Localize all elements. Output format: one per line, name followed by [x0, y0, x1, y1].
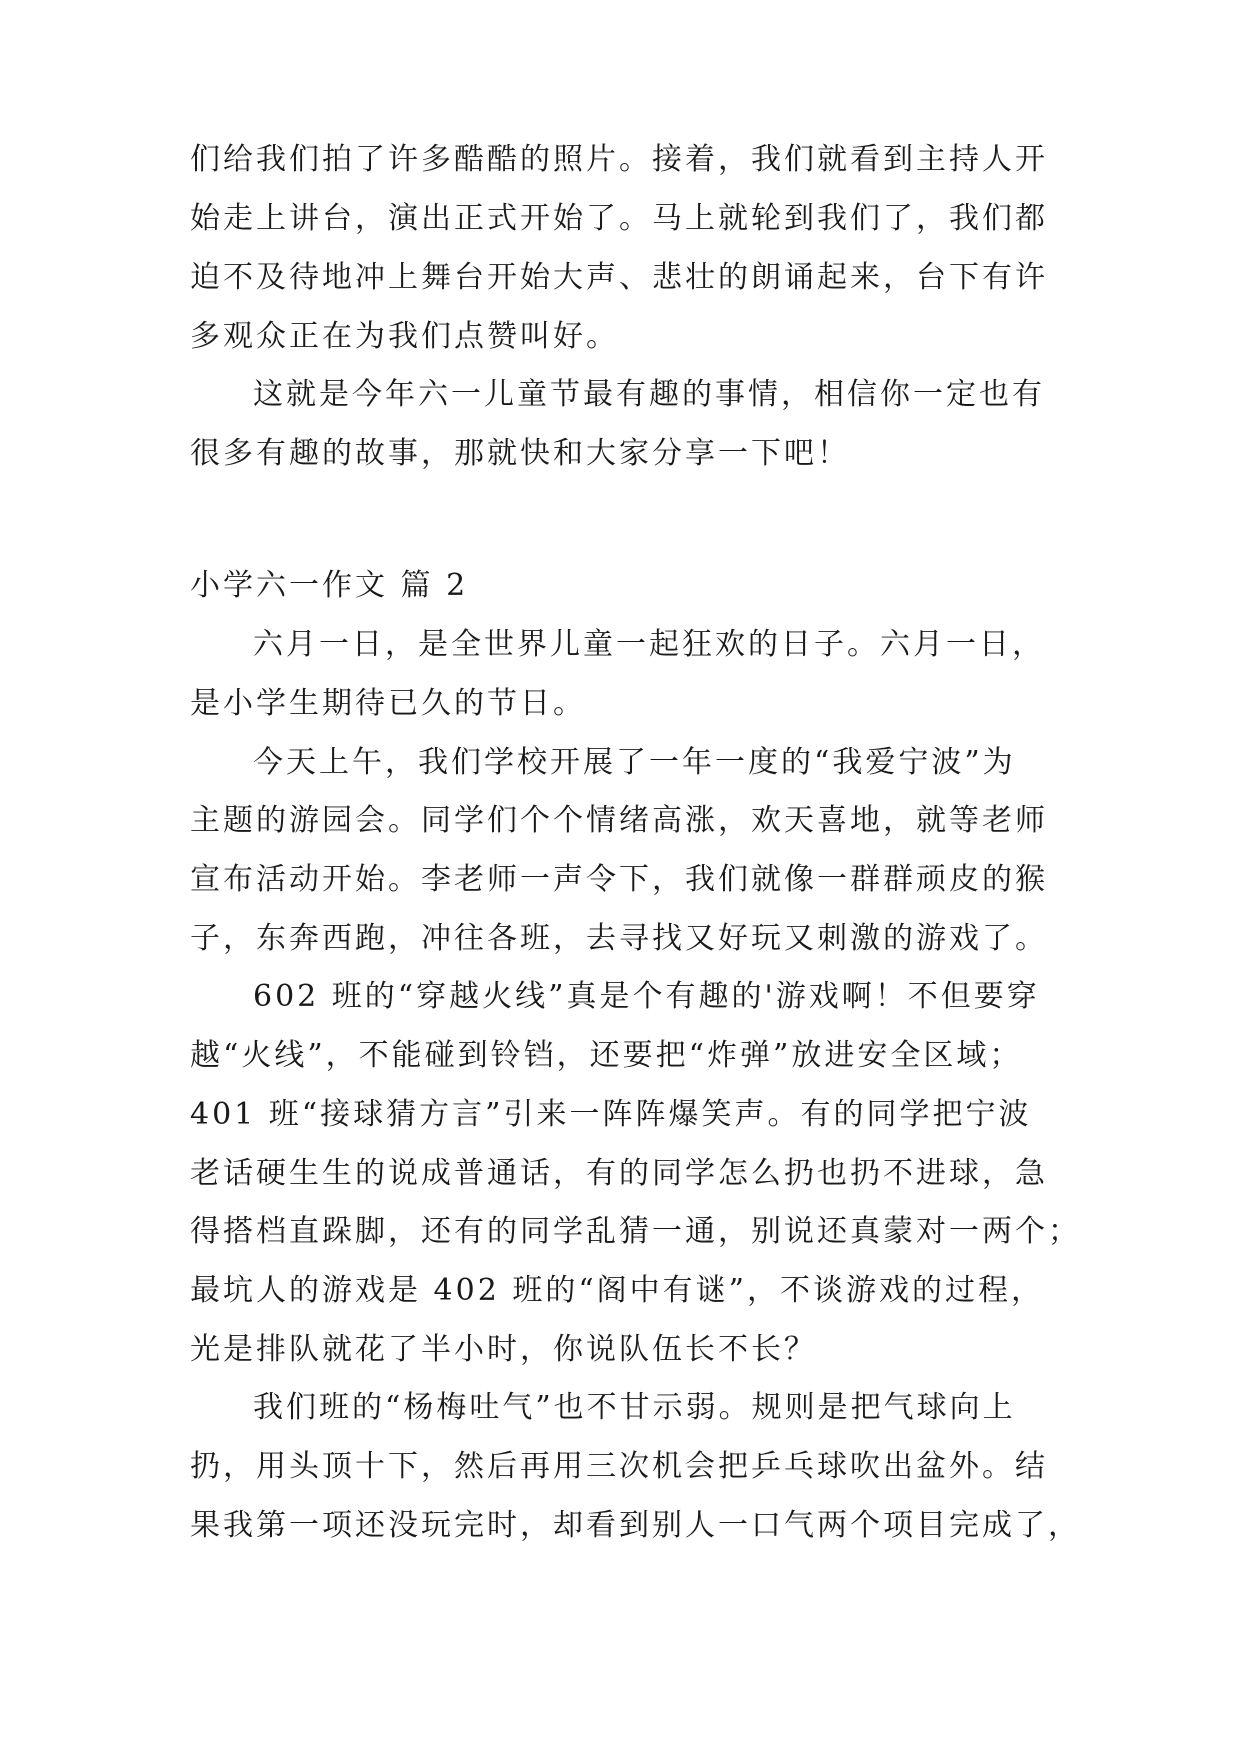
text-line: 得搭档直跺脚，还有的同学乱猜一通，别说还真蒙对一两个；	[190, 1214, 1081, 1249]
text-line: 越“火线”，不能碰到铃铛，还要把“炸弹”放进安全区域；	[190, 1038, 1023, 1073]
text-line: 宣布活动开始。李老师一声令下，我们就像一群群顽皮的猴	[190, 862, 1048, 897]
text-line: 扔，用头顶十下，然后再用三次机会把乒乓球吹出盆外。结	[190, 1449, 1048, 1484]
text-line: 主题的游园会。同学们个个情绪高涨，欢天喜地，就等老师	[190, 803, 1048, 838]
text-line: 最坑人的游戏是 402 班的“阁中有谜”，不谈游戏的过程，	[190, 1273, 1045, 1308]
text-line: 602 班的“穿越火线”真是个有趣的'游戏啊！不但要穿	[253, 979, 1040, 1014]
text-line: 401 班“接球猜方言”引来一阵阵爆笑声。有的同学把宁波	[190, 1097, 1032, 1132]
text-line: 始走上讲台，演出正式开始了。马上就轮到我们了，我们都	[190, 201, 1048, 236]
text-line: 们给我们拍了许多酷酷的照片。接着，我们就看到主持人开	[190, 142, 1048, 177]
text-line: 多观众正在为我们点赞叫好。	[190, 319, 619, 354]
text-line: 六月一日，是全世界儿童一起狂欢的日子。六月一日，	[253, 627, 1045, 662]
text-line: 这就是今年六一儿童节最有趣的事情，相信你一定也有	[253, 377, 1045, 412]
text-line: 是小学生期待已久的节日。	[190, 686, 586, 721]
text-line: 光是排队就花了半小时，你说队伍长不长？	[190, 1332, 817, 1367]
text-line: 我们班的“杨梅吐气”也不甘示弱。规则是把气球向上	[253, 1390, 1016, 1425]
text-line: 今天上午，我们学校开展了一年一度的“我爱宁波”为	[253, 745, 1016, 780]
section-heading: 小学六一作文 篇 2	[190, 568, 469, 603]
text-line: 老话硬生生的说成普通话，有的同学怎么扔也扔不进球，急	[190, 1156, 1048, 1191]
text-line: 果我第一项还没玩完时，却看到别人一口气两个项目完成了，	[190, 1508, 1081, 1543]
text-line: 子，东奔西跑，冲往各班，去寻找又好玩又刺激的游戏了。	[190, 921, 1048, 956]
text-line: 很多有趣的故事，那就快和大家分享一下吧！	[190, 436, 850, 471]
text-line: 迫不及待地冲上舞台开始大声、悲壮的朗诵起来，台下有许	[190, 260, 1048, 295]
